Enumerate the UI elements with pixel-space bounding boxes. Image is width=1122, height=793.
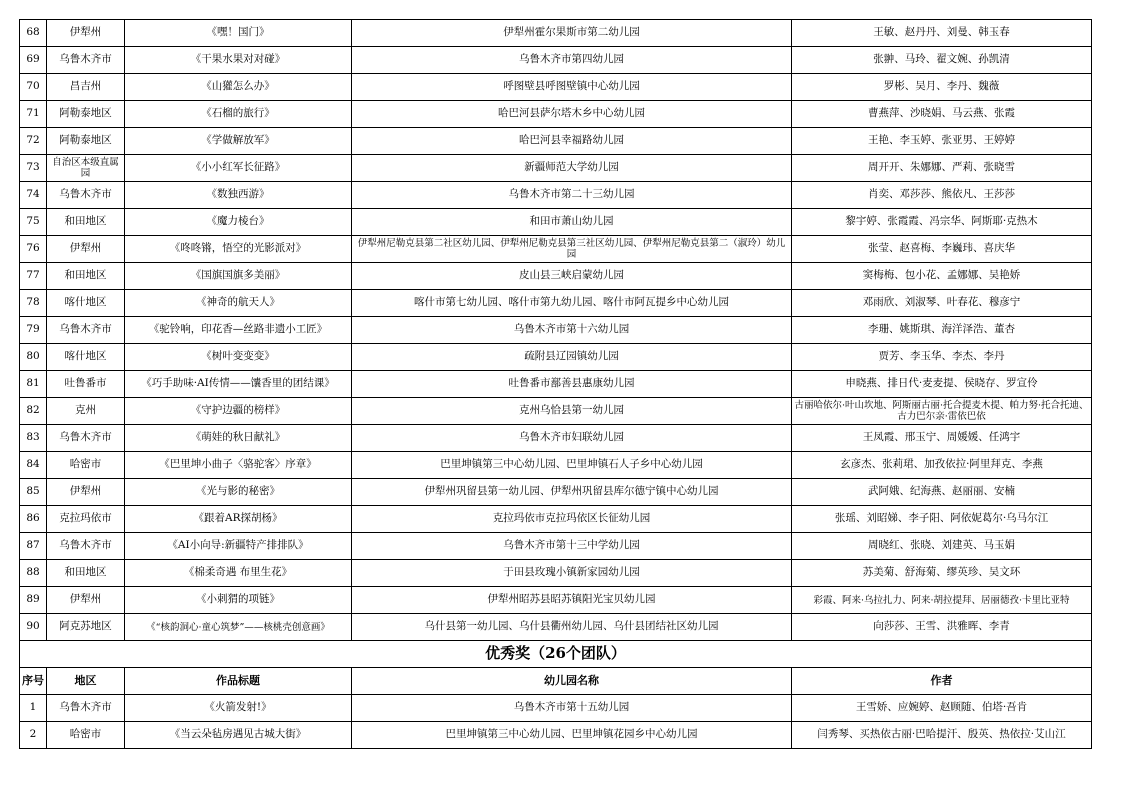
cell-no: 89 <box>20 587 47 614</box>
cell-kindergarten: 克拉玛依市克拉玛依区长征幼儿园 <box>352 506 792 533</box>
cell-region: 乌鲁木齐市 <box>47 425 125 452</box>
cell-no: 2 <box>20 722 47 749</box>
cell-region: 自治区本级直属园 <box>47 155 125 182</box>
cell-no: 1 <box>20 695 47 722</box>
cell-authors: 彩霞、阿来·乌拉扎力、阿来·胡拉提拜、居丽德孜·卡里比亚特 <box>792 587 1092 614</box>
cell-kindergarten: 克州乌恰县第一幼儿园 <box>352 398 792 425</box>
cell-title: 《神奇的航天人》 <box>125 290 352 317</box>
cell-region: 昌吉州 <box>47 74 125 101</box>
cell-title: 《跟着AR探胡杨》 <box>125 506 352 533</box>
cell-region: 阿克苏地区 <box>47 614 125 641</box>
cell-region: 阿勒泰地区 <box>47 101 125 128</box>
table-row <box>20 695 1092 722</box>
cell-kindergarten: 乌鲁木齐市第十六幼儿园 <box>352 317 792 344</box>
cell-authors: 张莹、赵喜梅、李巍玮、喜庆华 <box>792 236 1092 263</box>
cell-kindergarten: 哈巴河县萨尔塔木乡中心幼儿园 <box>352 101 792 128</box>
header-authors: 作者 <box>792 668 1092 695</box>
header-no: 序号 <box>20 668 47 695</box>
cell-no: 83 <box>20 425 47 452</box>
cell-title: 《驼铃响，印花香—丝路非遗小工匠》 <box>125 317 352 344</box>
cell-kindergarten: 乌什县第一幼儿园、乌什县衢州幼儿园、乌什县团结社区幼儿园 <box>352 614 792 641</box>
cell-region: 和田地区 <box>47 560 125 587</box>
cell-region: 喀什地区 <box>47 344 125 371</box>
cell-region: 乌鲁木齐市 <box>47 182 125 209</box>
table-row <box>20 317 1092 344</box>
cell-region: 乌鲁木齐市 <box>47 317 125 344</box>
cell-region: 和田地区 <box>47 263 125 290</box>
header-region: 地区 <box>47 668 125 695</box>
table-row <box>20 722 1092 749</box>
cell-title: 《小刺猬的项链》 <box>125 587 352 614</box>
table-row <box>20 20 1092 47</box>
cell-title: 《当云朵毡房遇见古城大街》 <box>125 722 352 749</box>
cell-region: 克州 <box>47 398 125 425</box>
cell-region: 阿勒泰地区 <box>47 128 125 155</box>
cell-authors: 肖奕、邓莎莎、熊依凡、王莎莎 <box>792 182 1092 209</box>
cell-kindergarten: 伊犁州尼勒克县第二社区幼儿园、伊犁州尼勒克县第三社区幼儿园、伊犁州尼勒克县第二（淑玲）幼儿园 <box>352 236 792 263</box>
cell-title: 《棉柔奇遇 布里生花》 <box>125 560 352 587</box>
cell-authors: 王凤霞、邢玉宁、周媛媛、任鸿宇 <box>792 425 1092 452</box>
cell-no: 88 <box>20 560 47 587</box>
cell-kindergarten: 喀什市第七幼儿园、喀什市第九幼儿园、喀什市阿瓦提乡中心幼儿园 <box>352 290 792 317</box>
cell-authors: 王敏、赵丹丹、刘曼、韩玉春 <box>792 20 1092 47</box>
cell-title: 《巴里坤小曲子〈骆驼客〉序章》 <box>125 452 352 479</box>
cell-authors: 王艳、李玉婷、张亚男、王婷婷 <box>792 128 1092 155</box>
cell-authors: 申晓燕、排日代·麦麦提、侯晓存、罗宣伶 <box>792 371 1092 398</box>
cell-authors: 向莎莎、王雪、洪雅晖、李青 <box>792 614 1092 641</box>
table-row <box>20 128 1092 155</box>
cell-authors: 武阿娥、纪海燕、赵丽丽、安楠 <box>792 479 1092 506</box>
table-row <box>20 209 1092 236</box>
cell-region: 伊犁州 <box>47 479 125 506</box>
cell-authors: 窦梅梅、包小花、孟娜娜、吴艳娇 <box>792 263 1092 290</box>
cell-no: 70 <box>20 74 47 101</box>
cell-title: 《光与影的秘密》 <box>125 479 352 506</box>
cell-kindergarten: 新疆师范大学幼儿园 <box>352 155 792 182</box>
awards-table-top-rows <box>20 20 1092 641</box>
cell-no: 77 <box>20 263 47 290</box>
table-row <box>20 47 1092 74</box>
cell-no: 75 <box>20 209 47 236</box>
section-title-row <box>20 641 1092 668</box>
table-row <box>20 155 1092 182</box>
cell-region: 伊犁州 <box>47 587 125 614</box>
cell-kindergarten: 伊犁州巩留县第一幼儿园、伊犁州巩留县库尔德宁镇中心幼儿园 <box>352 479 792 506</box>
cell-authors: 王雪娇、应婉婷、赵顾随、伯塔·吾肯 <box>792 695 1092 722</box>
cell-no: 80 <box>20 344 47 371</box>
cell-kindergarten: 皮山县三峡启蒙幼儿园 <box>352 263 792 290</box>
cell-no: 69 <box>20 47 47 74</box>
cell-title: 《小小红军长征路》 <box>125 155 352 182</box>
header-kindergarten: 幼儿园名称 <box>352 668 792 695</box>
table-row <box>20 101 1092 128</box>
table-row <box>20 452 1092 479</box>
cell-title: 《魔力棱台》 <box>125 209 352 236</box>
cell-title: 《守护边疆的榜样》 <box>125 398 352 425</box>
cell-kindergarten: 伊犁州霍尔果斯市第二幼儿园 <box>352 20 792 47</box>
cell-title: 《咚咚锵，悟空的光影派对》 <box>125 236 352 263</box>
table-row <box>20 290 1092 317</box>
cell-authors: 邓雨欣、刘淑琴、叶春花、穆彦宁 <box>792 290 1092 317</box>
cell-no: 86 <box>20 506 47 533</box>
table-row <box>20 371 1092 398</box>
cell-region: 哈密市 <box>47 452 125 479</box>
cell-no: 74 <box>20 182 47 209</box>
cell-region: 吐鲁番市 <box>47 371 125 398</box>
cell-title: 《山獾怎么办》 <box>125 74 352 101</box>
cell-no: 84 <box>20 452 47 479</box>
cell-kindergarten: 乌鲁木齐市第四幼儿园 <box>352 47 792 74</box>
cell-title: 《AI小向导:新疆特产排排队》 <box>125 533 352 560</box>
table-row <box>20 398 1092 425</box>
cell-kindergarten: 乌鲁木齐市第十三中学幼儿园 <box>352 533 792 560</box>
cell-kindergarten: 疏附县辽园镇幼儿园 <box>352 344 792 371</box>
cell-no: 82 <box>20 398 47 425</box>
cell-kindergarten: 伊犁州昭苏县昭苏镇阳光宝贝幼儿园 <box>352 587 792 614</box>
cell-kindergarten: 和田市萧山幼儿园 <box>352 209 792 236</box>
section-title: 优秀奖（26个团队） <box>20 641 1092 668</box>
cell-no: 79 <box>20 317 47 344</box>
cell-title: 《“核韵洞心·童心筑梦”——核桃壳创意画》 <box>125 614 352 641</box>
cell-authors: 曹燕萍、沙晓娟、马云燕、张霞 <box>792 101 1092 128</box>
table-row <box>20 479 1092 506</box>
section-block <box>20 641 1092 695</box>
cell-no: 87 <box>20 533 47 560</box>
cell-region: 喀什地区 <box>47 290 125 317</box>
cell-authors: 张翀、马玲、翟文婉、孙凯清 <box>792 47 1092 74</box>
cell-kindergarten: 哈巴河县幸福路幼儿园 <box>352 128 792 155</box>
cell-title: 《国旗国旗多美丽》 <box>125 263 352 290</box>
cell-kindergarten: 呼图壁县呼图壁镇中心幼儿园 <box>352 74 792 101</box>
cell-authors: 玄彦杰、张莉珺、加孜依拉·阿里拜克、李燕 <box>792 452 1092 479</box>
cell-region: 伊犁州 <box>47 20 125 47</box>
cell-kindergarten: 乌鲁木齐市第二十三幼儿园 <box>352 182 792 209</box>
cell-kindergarten: 于田县玫瑰小镇新家园幼儿园 <box>352 560 792 587</box>
table-row <box>20 614 1092 641</box>
table-row <box>20 236 1092 263</box>
table-row <box>20 533 1092 560</box>
table-row <box>20 182 1092 209</box>
cell-authors: 张瑶、刘昭娣、李子阳、阿依妮葛尔·乌马尔江 <box>792 506 1092 533</box>
cell-kindergarten: 乌鲁木齐市妇联幼儿园 <box>352 425 792 452</box>
cell-region: 哈密市 <box>47 722 125 749</box>
cell-no: 90 <box>20 614 47 641</box>
cell-authors: 古丽哈依尔·叶山坎地、阿斯丽古丽·托合提麦木提、帕力努·托合托迪、古力巴尔亲·雷依巴依 <box>792 398 1092 425</box>
awards-table-bottom-rows <box>20 695 1092 749</box>
cell-title: 《数独西游》 <box>125 182 352 209</box>
cell-kindergarten: 吐鲁番市鄯善县惠康幼儿园 <box>352 371 792 398</box>
cell-region: 伊犁州 <box>47 236 125 263</box>
cell-title: 《学做解放军》 <box>125 128 352 155</box>
cell-authors: 贾芳、李玉华、李杰、李丹 <box>792 344 1092 371</box>
cell-title: 《树叶变变变》 <box>125 344 352 371</box>
cell-title: 《嘿！国门》 <box>125 20 352 47</box>
cell-authors: 罗彬、吴月、李丹、魏薇 <box>792 74 1092 101</box>
cell-authors: 周晓红、张晓、刘建英、马玉娟 <box>792 533 1092 560</box>
table-row <box>20 506 1092 533</box>
cell-kindergarten: 巴里坤镇第三中心幼儿园、巴里坤镇花园乡中心幼儿园 <box>352 722 792 749</box>
cell-no: 81 <box>20 371 47 398</box>
cell-region: 乌鲁木齐市 <box>47 47 125 74</box>
cell-no: 73 <box>20 155 47 182</box>
cell-authors: 闫秀琴、买热依古丽·巴哈提汗、殷英、热依拉·艾山江 <box>792 722 1092 749</box>
cell-authors: 李珊、姚斯琪、海洋泽浩、董杏 <box>792 317 1092 344</box>
table-row <box>20 74 1092 101</box>
cell-authors: 黎宇婷、张霞霞、冯宗华、阿斯耶·克热木 <box>792 209 1092 236</box>
cell-authors: 周开开、朱娜娜、严莉、张晓雪 <box>792 155 1092 182</box>
cell-region: 和田地区 <box>47 209 125 236</box>
header-title: 作品标题 <box>125 668 352 695</box>
cell-no: 68 <box>20 20 47 47</box>
table-row <box>20 560 1092 587</box>
cell-region: 克拉玛依市 <box>47 506 125 533</box>
cell-title: 《萌娃的秋日献礼》 <box>125 425 352 452</box>
table-row <box>20 587 1092 614</box>
cell-title: 《巧手助味·AI传情——馕香里的团结课》 <box>125 371 352 398</box>
cell-kindergarten: 乌鲁木齐市第十五幼儿园 <box>352 695 792 722</box>
cell-no: 71 <box>20 101 47 128</box>
cell-title: 《火箭发射!》 <box>125 695 352 722</box>
table-row <box>20 263 1092 290</box>
cell-no: 78 <box>20 290 47 317</box>
table-row <box>20 425 1092 452</box>
cell-no: 85 <box>20 479 47 506</box>
table-row <box>20 344 1092 371</box>
cell-region: 乌鲁木齐市 <box>47 533 125 560</box>
cell-kindergarten: 巴里坤镇第三中心幼儿园、巴里坤镇石人子乡中心幼儿园 <box>352 452 792 479</box>
cell-title: 《干果水果对对碰》 <box>125 47 352 74</box>
cell-no: 72 <box>20 128 47 155</box>
cell-title: 《石榴的旅行》 <box>125 101 352 128</box>
column-header-row <box>20 668 1092 695</box>
cell-region: 乌鲁木齐市 <box>47 695 125 722</box>
cell-no: 76 <box>20 236 47 263</box>
awards-table <box>19 19 1092 749</box>
cell-authors: 苏美菊、舒海菊、缪英珍、吴文环 <box>792 560 1092 587</box>
